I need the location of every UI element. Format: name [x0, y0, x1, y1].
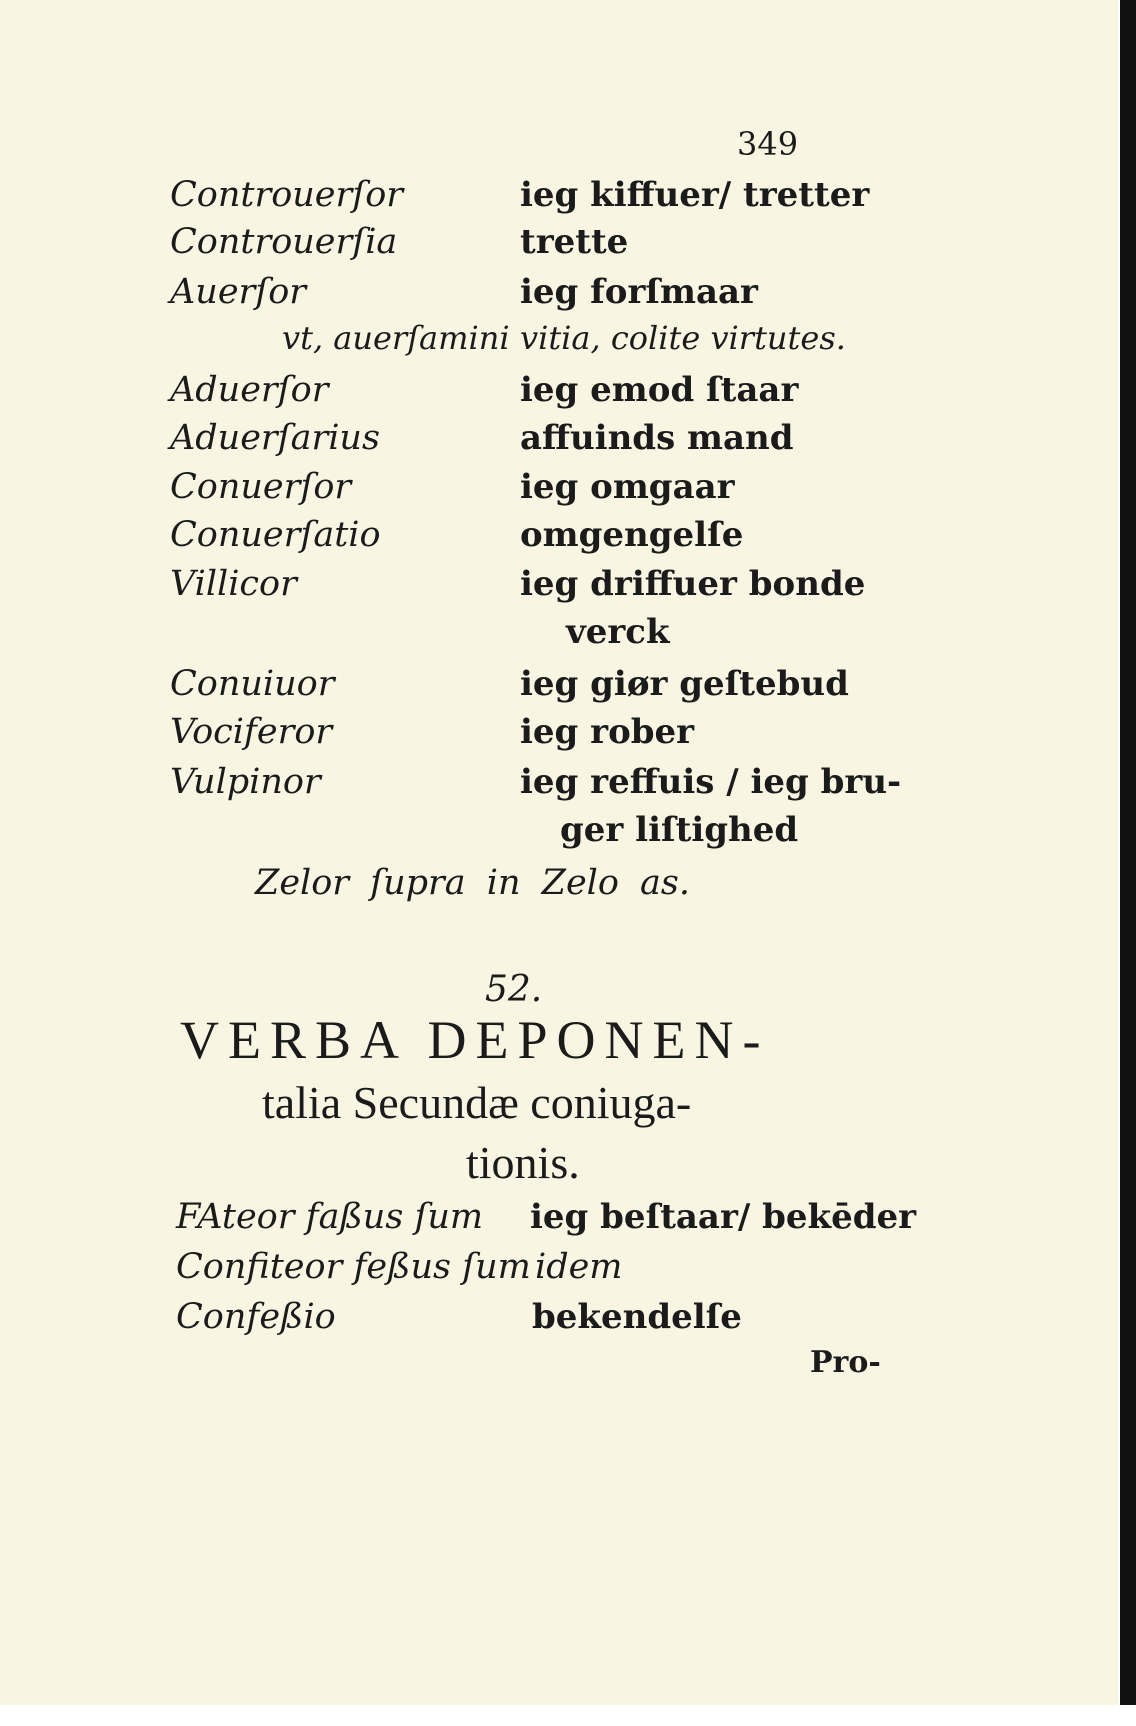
section-heading-line2: talia Secundæ coniuga-	[262, 1077, 692, 1128]
danish-gloss: ieg forſmaar	[520, 272, 758, 312]
scan-edge-right	[1120, 0, 1136, 1726]
latin-term: Conuerſor	[170, 467, 352, 507]
latin-term: Auerſor	[170, 272, 307, 312]
latin-term: Aduerſor	[170, 370, 329, 410]
section-number: 52.	[485, 969, 543, 1010]
section-heading: VERBA DEPONEN-	[180, 1010, 770, 1070]
danish-gloss-continuation: ger liſtighed	[560, 810, 799, 850]
latin-term: Confeßio	[176, 1297, 336, 1337]
latin-term: Controuerſia	[170, 222, 398, 262]
danish-gloss: ieg emod ſtaar	[520, 370, 799, 410]
danish-gloss: ieg giør geſtebud	[520, 664, 849, 704]
danish-gloss: ieg rober	[520, 712, 695, 752]
scan-margin-bottom	[0, 1705, 1136, 1726]
cross-reference-note: Zelor ſupra in Zelo as.	[255, 863, 691, 903]
latin-term: Conuerſatio	[170, 515, 381, 555]
latin-term: Vociferor	[170, 712, 333, 752]
danish-gloss: bekendelſe	[532, 1297, 742, 1337]
danish-gloss-continuation: verck	[566, 612, 670, 652]
latin-term: FAteor faßus ſum	[176, 1197, 484, 1237]
page-number: 349	[737, 125, 799, 163]
danish-gloss: omgengelſe	[520, 515, 744, 555]
latin-term: Confiteor feßus ſum	[176, 1247, 531, 1287]
latin-term: Conuiuor	[170, 664, 335, 704]
latin-term: Controuerſor	[170, 175, 404, 215]
danish-gloss: ieg driffuer bonde	[520, 564, 866, 604]
latin-term: Vulpinor	[170, 762, 321, 802]
danish-gloss: ieg beſtaar/ bekēder	[530, 1197, 917, 1237]
danish-gloss: affuinds mand	[520, 418, 794, 458]
example-latin: vt, auerſamini	[282, 319, 510, 357]
section-heading-line3: tionis.	[466, 1137, 580, 1188]
danish-gloss: ieg reffuis / ieg bru-	[520, 762, 902, 802]
catchword: Pro-	[810, 1345, 881, 1380]
danish-gloss: trette	[520, 222, 629, 262]
danish-gloss: ieg omgaar	[520, 467, 735, 507]
latin-gloss: idem	[535, 1247, 623, 1287]
latin-term: Villicor	[170, 564, 297, 604]
latin-term: Aduerſarius	[170, 418, 380, 458]
danish-gloss: ieg kiffuer/ tretter	[520, 175, 870, 215]
example-continuation: vitia, colite virtutes.	[520, 319, 846, 357]
